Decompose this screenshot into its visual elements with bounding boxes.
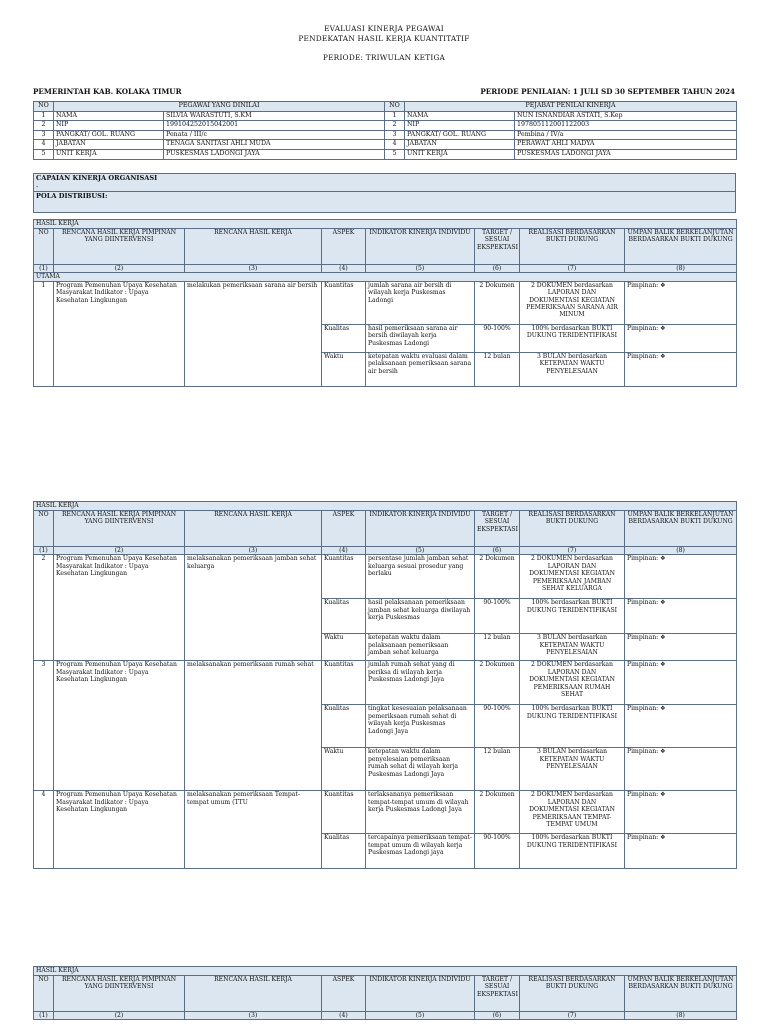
cell-label: NAMA	[54, 111, 164, 121]
cell-realisasi: 3 BULAN berdasarkan KETEPATAN WAKTU PENYELESAIAN	[520, 352, 625, 386]
table-row	[34, 281, 737, 324]
cell-aspek: Kualitas	[322, 705, 366, 748]
doc-period: PERIODE: TRIWULAN KETIGA	[322, 53, 446, 62]
col-number: (3)	[185, 547, 322, 555]
cell-no: 4	[34, 140, 54, 150]
col-header: REALISASI BERDASARKAN BUKTI DUKUNG	[520, 229, 625, 265]
cell-realisasi: 100% berdasarkan BUKTI DUKUNG TERIDENTIFIKASI	[520, 324, 625, 352]
cell-realisasi: 3 BULAN berdasarkan KETEPATAN WAKTU PENYELESAIAN	[520, 634, 625, 661]
table-row	[34, 791, 737, 834]
cell-realisasi: 2 DOKUMEN berdasarkan LAPORAN DAN DOKUMENTASI KEGIATAN PEMERIKSAAN SARANA AIR MINUM	[520, 281, 625, 324]
col-header: RENCANA HASIL KERJA	[185, 976, 322, 1012]
cell-no: 5	[34, 149, 54, 159]
col-header: NO	[34, 229, 54, 265]
cell-label: PANGKAT/ GOL. RUANG	[405, 130, 515, 140]
identity-row	[34, 149, 737, 159]
cell-rhk-pimpinan: Program Pemenuhan Upaya Kesehatan Masyarakat Indikator : Upaya Kesehatan Lingkungan	[54, 555, 185, 661]
cell-rhk: melaksanakan pemeriksaan Tempat-tempat umum (TTU	[185, 791, 322, 869]
cell-iki: persentase jumlah jamban sehat keluarga sesuai prosedur yang berlaku	[366, 555, 475, 599]
cell-label: JABATAN	[54, 140, 164, 150]
cell-iki: tingkat kesesuaian pelaksanaan pemeriksaan rumah sehat di wilayah kerja Puskesmas Ladongi Jaya	[366, 705, 475, 748]
cell-feedback: Pimpinan: ❖	[625, 834, 737, 869]
identity-header-row	[34, 102, 737, 112]
cell-iki: ketepatan waktu dalam penyelesaian pemeriksaan rumah sehat di wilayah kerja Puskesmas Ladongi Jaya	[366, 748, 475, 791]
cell-rhk: melaksanakan pemeriksaan rumah sehat	[185, 661, 322, 791]
cell-realisasi: 100% berdasarkan BUKTI DUKUNG TERIDENTIFIKASI	[520, 599, 625, 634]
cell-realisasi: 100% berdasarkan BUKTI DUKUNG TERIDENTIFIKASI	[520, 705, 625, 748]
col-header: RENCANA HASIL KERJA	[185, 511, 322, 547]
category-utama: UTAMA	[34, 273, 737, 281]
cell-label: JABATAN	[405, 140, 515, 150]
cell-no: 1	[34, 111, 54, 121]
cell-no: 1	[34, 281, 54, 386]
col-number: (5)	[366, 265, 475, 273]
column-header-row	[34, 229, 737, 265]
col-number: (1)	[34, 265, 54, 273]
cell-label: PANGKAT/ GOL. RUANG	[54, 130, 164, 140]
col-header: TARGET / SESUAI EKSPEKTASI	[475, 976, 520, 1012]
col-header: RENCANA HASIL KERJA PIMPINAN YANG DIINTERVENSI	[54, 976, 185, 1012]
column-number-row	[34, 265, 737, 273]
assessment-period: PERIODE PENILAIAN: 1 JULI SD 30 SEPTEMBER TAHUN 2024	[480, 87, 735, 96]
col-header: RENCANA HASIL KERJA	[185, 229, 322, 265]
cell-rhk-pimpinan: Program Pemenuhan Upaya Kesehatan Masyarakat Indikator : Upaya Kesehatan Lingkungan	[54, 791, 185, 869]
col-number: (2)	[54, 265, 185, 273]
cell-target: 12 bulan	[475, 352, 520, 386]
cell-iki: ketepatan waktu evaluasi dalam pelaksanaan pemeriksaan sarana air bersih	[366, 352, 475, 386]
cell-iki: hasil pelaksanaan pemeriksaan jamban sehat keluarga diwilayah kerja Puskesmas	[366, 599, 475, 634]
government-label: PEMERINTAH KAB. KOLAKA TIMUR	[33, 87, 182, 96]
identity-row	[34, 111, 737, 121]
cell-iki: tercapainya pemeriksaan tempat-tempat umum di wilayah kerja Puskesmas Ladongi jaya	[366, 834, 475, 869]
doc-title: EVALUASI KINERJA PEGAWAI	[324, 24, 444, 33]
col-number: (1)	[34, 1012, 54, 1020]
col-number: (7)	[520, 1012, 625, 1020]
col-number: (2)	[54, 1012, 185, 1020]
col-header: REALISASI BERDASARKAN BUKTI DUKUNG	[520, 976, 625, 1012]
cell-aspek: Kuantitas	[322, 555, 366, 599]
col-number: (4)	[322, 547, 366, 555]
col-header: NO	[34, 976, 54, 1012]
col-header: UMPAN BALIK BERKELANJUTAN BERDASARKAN BUKTI DUKUNG	[625, 511, 737, 547]
cell-rhk-pimpinan: Program Pemenuhan Upaya Kesehatan Masyarakat Indikator : Upaya Kesehatan Lingkungan	[54, 281, 185, 386]
cell-aspek: Kuantitas	[322, 661, 366, 705]
cell-aspek: Waktu	[322, 634, 366, 661]
org-performance-table	[33, 173, 736, 213]
hasil-kerja-table-3	[33, 966, 737, 1020]
col-number: (6)	[475, 547, 520, 555]
capaian-label: CAPAIAN KINERJA ORGANISASI	[36, 174, 158, 182]
cell-aspek: Waktu	[322, 352, 366, 386]
cell-realisasi: 2 DOKUMEN berdasarkan LAPORAN DAN DOKUMENTASI KEGIATAN PEMERIKSAAN JAMBAN SEHAT KELUARGA	[520, 555, 625, 599]
cell-label: UNIT KERJA	[405, 149, 515, 159]
cell-iki: terlaksananya pemeriksaan tempat-tempat umum di wilayah kerja Puskesmas Ladongi Jaya	[366, 791, 475, 834]
cell-target: 90-100%	[475, 324, 520, 352]
cell-label: UNIT KERJA	[54, 149, 164, 159]
cell-rhk: melaksanakan pemeriksaan jamban sehat keluarga	[185, 555, 322, 661]
cell-no: 2	[385, 121, 405, 131]
capaian-value: -	[36, 182, 39, 190]
col-header: REALISASI BERDASARKAN BUKTI DUKUNG	[520, 511, 625, 547]
cell-realisasi: 2 DOKUMEN berdasarkan LAPORAN DAN DOKUMENTASI KEGIATAN PEMERIKSAAN TEMPAT-TEMPAT UMUM	[520, 791, 625, 834]
column-number-row	[34, 547, 737, 555]
cell-feedback: Pimpinan: ❖	[625, 324, 737, 352]
col-no: NO	[385, 102, 405, 112]
cell-value: Penata / III/c	[164, 130, 385, 140]
hasil-kerja-table-2	[33, 501, 737, 869]
column-header-row	[34, 976, 737, 1012]
col-number: (4)	[322, 1012, 366, 1020]
cell-value: NUN ISNANDIAR ASTATI, S.Kep	[515, 111, 737, 121]
cell-feedback: Pimpinan: ❖	[625, 555, 737, 599]
col-header: INDIKATOR KINERJA INDIVIDU	[366, 511, 475, 547]
col-header: ASPEK	[322, 511, 366, 547]
col-number: (7)	[520, 265, 625, 273]
col-header: RENCANA HASIL KERJA PIMPINAN YANG DIINTERVENSI	[54, 511, 185, 547]
cell-target: 90-100%	[475, 599, 520, 634]
cell-iki: ketepatan waktu dalam pelaksanaan pemeriksaan jamban sehat keluarga	[366, 634, 475, 661]
col-no: NO	[34, 102, 54, 112]
meta-row	[33, 87, 735, 96]
cell-value: PUSKESMAS LADONGI JAYA	[164, 149, 385, 159]
cell-feedback: Pimpinan: ❖	[625, 661, 737, 705]
cell-feedback: Pimpinan: ❖	[625, 705, 737, 748]
pola-cell	[34, 192, 736, 213]
cell-feedback: Pimpinan: ❖	[625, 791, 737, 834]
col-header: TARGET / SESUAI EKSPEKTASI	[475, 511, 520, 547]
capaian-cell	[34, 174, 736, 192]
col-header: UMPAN BALIK BERKELANJUTAN BERDASARKAN BUKTI DUKUNG	[625, 976, 737, 1012]
col-header: UMPAN BALIK BERKELANJUTAN BERDASARKAN BUKTI DUKUNG	[625, 229, 737, 265]
cell-target: 12 bulan	[475, 748, 520, 791]
cell-iki: hasil pemeriksaan sarana air bersih diwilayah kerja Puskesmas Ladongi	[366, 324, 475, 352]
cell-iki: jumlah rumah sehat yang di periksa di wilayah kerja Puskesmas Ladongi Jaya	[366, 661, 475, 705]
cell-aspek: Kuantitas	[322, 791, 366, 834]
doc-subtitle: PENDEKATAN HASIL KERJA KUANTITATIF	[298, 34, 470, 43]
cell-no: 2	[34, 121, 54, 131]
col-header: NO	[34, 511, 54, 547]
cell-label: NIP	[54, 121, 164, 131]
cell-feedback: Pimpinan: ❖	[625, 748, 737, 791]
cell-no: 2	[34, 555, 54, 661]
col-pejabat: PEJABAT PENILAI KINERJA	[405, 102, 737, 112]
identity-table	[33, 101, 737, 160]
cell-target: 90-100%	[475, 834, 520, 869]
cell-target: 12 bulan	[475, 634, 520, 661]
cell-no: 3	[34, 661, 54, 791]
cell-rhk-pimpinan: Program Pemenuhan Upaya Kesehatan Masyarakat Indikator : Upaya Kesehatan Lingkungan	[54, 661, 185, 791]
cell-rhk: melakukan pemeriksaan sarana air bersih	[185, 281, 322, 386]
col-number: (5)	[366, 547, 475, 555]
col-pegawai: PEGAWAI YANG DINILAI	[54, 102, 385, 112]
cell-realisasi: 2 DOKUMEN berdasarkan LAPORAN DAN DOKUMENTASI KEGIATAN PEMERIKSAAN RUMAH SEHAT	[520, 661, 625, 705]
col-number: (8)	[625, 547, 737, 555]
col-header: TARGET / SESUAI EKSPEKTASI	[475, 229, 520, 265]
col-header: ASPEK	[322, 229, 366, 265]
identity-row	[34, 121, 737, 131]
cell-value: Pembina / IV/a	[515, 130, 737, 140]
cell-aspek: Kualitas	[322, 834, 366, 869]
cell-target: 2 Dokumen	[475, 281, 520, 324]
col-header: INDIKATOR KINERJA INDIVIDU	[366, 976, 475, 1012]
cell-aspek: Kuantitas	[322, 281, 366, 324]
identity-row	[34, 130, 737, 140]
cell-label: NIP	[405, 121, 515, 131]
cell-value: PUSKESMAS LADONGI JAYA	[515, 149, 737, 159]
cell-no: 3	[34, 130, 54, 140]
hasil-kerja-table-1	[33, 219, 737, 387]
cell-value: 197805112001122003	[515, 121, 737, 131]
section-title: HASIL KERJA	[34, 502, 737, 511]
cell-iki: jumlah sarana air bersih di wilayah kerja Puskesmas Ladongi	[366, 281, 475, 324]
col-number: (4)	[322, 265, 366, 273]
cell-label: NAMA	[405, 111, 515, 121]
cell-feedback: Pimpinan: ❖	[625, 281, 737, 324]
cell-aspek: Waktu	[322, 748, 366, 791]
col-number: (3)	[185, 1012, 322, 1020]
cell-no: 4	[34, 791, 54, 869]
cell-feedback: Pimpinan: ❖	[625, 352, 737, 386]
col-number: (7)	[520, 547, 625, 555]
col-number: (8)	[625, 265, 737, 273]
document-header	[0, 24, 768, 63]
cell-target: 2 Dokumen	[475, 555, 520, 599]
cell-value: PERAWAT AHLI MADYA	[515, 140, 737, 150]
identity-row	[34, 140, 737, 150]
column-header-row	[34, 511, 737, 547]
col-number: (5)	[366, 1012, 475, 1020]
col-header: INDIKATOR KINERJA INDIVIDU	[366, 229, 475, 265]
cell-target: 2 Dokumen	[475, 661, 520, 705]
col-number: (6)	[475, 265, 520, 273]
cell-no: 1	[385, 111, 405, 121]
table-row	[34, 661, 737, 705]
pola-label: POLA DISTRIBUSI:	[36, 192, 108, 200]
cell-no: 3	[385, 130, 405, 140]
cell-no: 4	[385, 140, 405, 150]
col-number: (8)	[625, 1012, 737, 1020]
cell-target: 2 Dokumen	[475, 791, 520, 834]
cell-no: 5	[385, 149, 405, 159]
cell-target: 90-100%	[475, 705, 520, 748]
cell-realisasi: 3 BULAN berdasarkan KETEPATAN WAKTU PENYELESAIAN	[520, 748, 625, 791]
col-number: (6)	[475, 1012, 520, 1020]
col-header: ASPEK	[322, 976, 366, 1012]
cell-realisasi: 100% berdasarkan BUKTI DUKUNG TERIDENTIFIKASI	[520, 834, 625, 869]
cell-feedback: Pimpinan: ❖	[625, 634, 737, 661]
cell-aspek: Kualitas	[322, 324, 366, 352]
col-header: RENCANA HASIL KERJA PIMPINAN YANG DIINTERVENSI	[54, 229, 185, 265]
col-number: (2)	[54, 547, 185, 555]
section-title: HASIL KERJA	[34, 967, 737, 976]
column-number-row	[34, 1012, 737, 1020]
table-row	[34, 555, 737, 599]
cell-value: TENAGA SANITASI AHLI MUDA	[164, 140, 385, 150]
col-number: (1)	[34, 547, 54, 555]
col-number: (3)	[185, 265, 322, 273]
cell-feedback: Pimpinan: ❖	[625, 599, 737, 634]
cell-aspek: Kualitas	[322, 599, 366, 634]
cell-value: SILVIA WARASTUTI, S.KM	[164, 111, 385, 121]
cell-value: 199104252015042001	[164, 121, 385, 131]
section-title: HASIL KERJA	[34, 220, 737, 229]
